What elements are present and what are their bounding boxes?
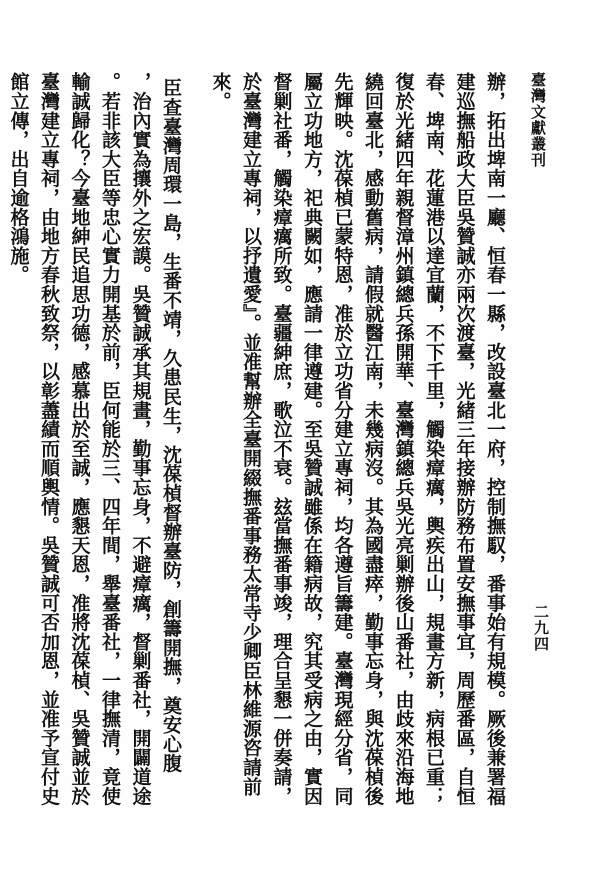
running-header-title: 臺灣文獻叢刊 [529, 72, 547, 168]
text-column: 辦，拓出埤南一廳、恒春一縣，改設臺北一府，控制撫馭，番事始有規模。厥後兼署福 [484, 72, 506, 806]
text-column: 春、埤南、花蓮港以達宜蘭，不下千里，觸染瘴癘，輿疾出山，規畫方新，病根已重； [423, 72, 445, 806]
text-column: ，治內實為攘外之宏謨。吳贊誠承其規畫，勤事忘身，不避瘴癘，督剿番社，開闢道途 [129, 72, 152, 806]
text-column: 於臺灣建立專祠，以抒遺愛』。並准幫辦全臺開綴撫番事務太常寺少卿臣林維源咨請前 [240, 72, 262, 796]
text-column: 臣查臺灣周環一島，生番不靖，久患民生，沈葆楨督辦臺防，創籌開撫，奠安心腹 [160, 78, 182, 773]
body-text [7, 72, 510, 842]
text-column: 臺灣建立專祠，由地方春秋致祭，以彰藎績而順輿情。吳贊誠可否加恩，並准予宣付史 [38, 72, 60, 806]
text-column: 繞回臺北，感動舊病，請假就醫江南，未幾病沒。其為國盡瘁，勤事忘身，與沈葆楨後 [362, 72, 384, 806]
page-number: 二九四 [532, 604, 550, 652]
text-column: 來。 [209, 72, 232, 111]
text-column: 建巡撫船政大臣吳贊誠亦兩次渡臺，光緒三年接辦防務布置安撫事宜，周歷番區，自恒 [453, 72, 476, 806]
text-column: 復於光緒四年親督漳州鎮總兵孫開華、臺灣鎮總兵吳光亮剿辦後山番社，由歧來沿海地 [392, 72, 415, 806]
text-column: 先輝映。沈葆楨已蒙特恩，准於立功省分建立專祠，均各遵旨籌建。臺灣現經分省，同 [331, 72, 354, 806]
text-column: 督剿社番，觸染瘴癘所致。臺疆紳庶，歌泣不衰。玆當撫番事竣，理合呈懇一併奏請， [270, 72, 293, 806]
text-column: 館立傳，出自逾格鴻施。 [7, 72, 30, 285]
text-column: 輸誠歸化？今臺地紳民追思功德，感慕出於至誠，應懇天恩，准將沈葆楨、吳贊誠並於 [68, 72, 91, 806]
text-column: 。若非該大臣等忠心實力開基於前，臣何能於三、四年間，舉臺番社，一律撫清，竟使 [99, 72, 121, 806]
text-column: 屬立功地方，祀典闕如，應請一律遵建。至吳贊誠雖係在籍病故，究其受病之由，實因 [301, 72, 323, 806]
